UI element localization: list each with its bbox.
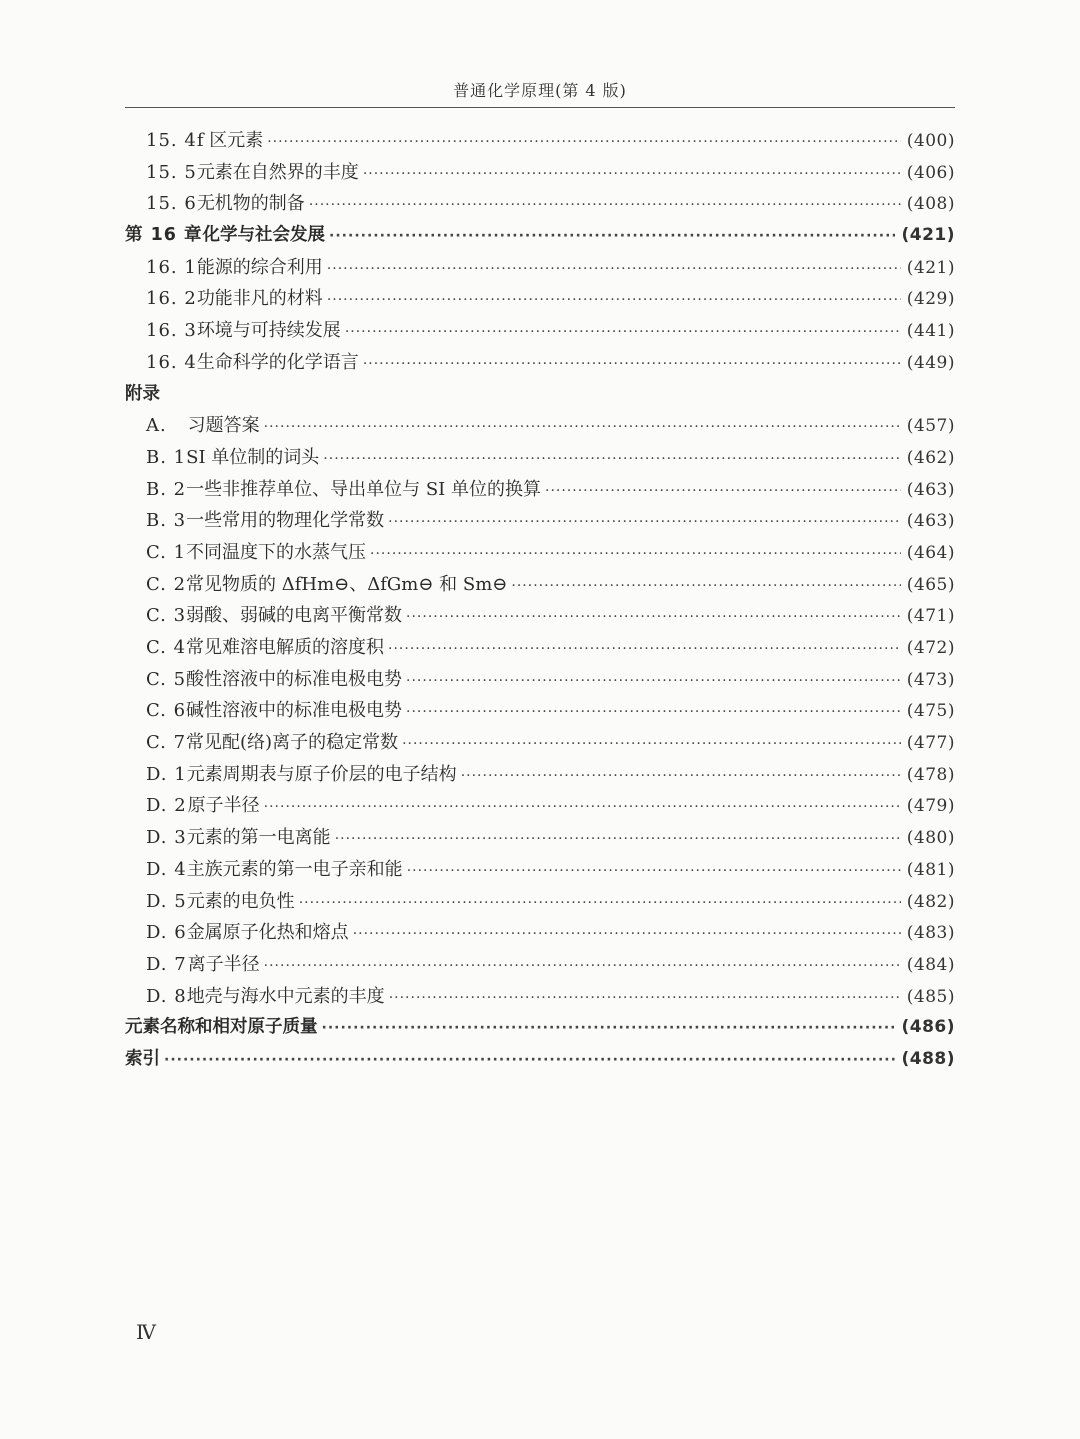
dot-leader (389, 990, 901, 1006)
toc-entry-page: (472) (906, 638, 955, 658)
toc-entry-number: D. 6 (146, 922, 187, 944)
toc-entry-page: (421) (901, 225, 955, 246)
toc-entry-number: C. 1 (146, 541, 187, 563)
toc-entry-title: 元素的第一电离能 (186, 827, 331, 849)
toc-entry-page: (463) (906, 511, 955, 532)
toc-entry-title: 一些常用的物理化学常数 (186, 510, 385, 532)
dot-leader (406, 673, 901, 689)
toc-entry-page: (486) (901, 1017, 955, 1038)
dot-leader (309, 197, 901, 213)
toc-entry-page: (482) (906, 891, 955, 912)
toc-entry[interactable] (125, 823, 955, 855)
toc-entry-page: (480) (906, 828, 955, 849)
toc-entry-page: (475) (906, 701, 955, 722)
toc-entry[interactable] (125, 411, 955, 443)
toc-entry-number: 16. 4 (146, 351, 197, 373)
toc-entry[interactable] (125, 158, 955, 190)
toc-entry-page: (406) (906, 162, 955, 183)
toc-entry-page: (485) (906, 986, 955, 1007)
toc-entry[interactable] (125, 570, 955, 602)
dot-leader (264, 419, 901, 435)
toc-entry-page: (465) (906, 574, 955, 595)
toc-entry-title: 常见配(络)离子的稳定常数 (186, 732, 399, 754)
toc-entry-page: (457) (906, 416, 955, 437)
toc-entry[interactable] (125, 887, 955, 919)
toc-entry-title: 元素在自然界的丰度 (196, 161, 359, 183)
toc-entry-number: D. 2 (146, 795, 187, 817)
dot-leader (363, 356, 901, 372)
dot-leader (264, 799, 901, 815)
toc-entry-page: (400) (906, 131, 955, 151)
dot-leader (402, 736, 901, 752)
toc-entry-title: 不同温度下的水蒸气压 (186, 541, 367, 563)
toc-entry[interactable] (125, 316, 955, 348)
dot-leader (363, 166, 901, 182)
toc-entry-number: D. 4 (146, 858, 187, 880)
toc-entry-number: D. 1 (146, 763, 187, 785)
dot-leader (322, 1020, 896, 1036)
toc-entry-number: 16. 2 (146, 288, 197, 310)
toc-entry-number: 16. 3 (146, 320, 197, 342)
toc-entry-number: D. 7 (146, 953, 187, 975)
toc-entry-title: 能源的综合利用 (196, 256, 323, 278)
toc-entry-title: 元素周期表与原子价层的电子结构 (186, 763, 457, 785)
toc-entry-page: (483) (906, 923, 955, 944)
toc-entry[interactable] (125, 189, 955, 221)
toc-entry-title: SI 单位制的词头 (186, 446, 320, 468)
toc-entry-number: 15. 5 (146, 161, 197, 183)
toc-entry-number: D. 8 (146, 985, 187, 1007)
toc-entry-page: (463) (906, 479, 955, 500)
dot-leader (353, 926, 901, 942)
toc-entry[interactable] (125, 443, 955, 475)
toc-entry-title: 主族元素的第一电子亲和能 (186, 858, 403, 880)
dot-leader (388, 514, 901, 530)
toc-entry-page: (471) (906, 606, 955, 627)
toc-entry[interactable] (125, 284, 955, 316)
toc-entry-number: 15. 6 (146, 193, 197, 215)
toc-entry-title: 金属原子化热和熔点 (186, 922, 349, 944)
toc-entry-number: C. 3 (146, 605, 187, 627)
toc-entry[interactable] (125, 348, 955, 380)
toc-entry-title: 碱性溶液中的标准电极电势 (186, 700, 403, 722)
table-of-contents (125, 126, 955, 1077)
toc-entry-page: (481) (906, 859, 955, 880)
toc-entry-title: 弱酸、弱碱的电离平衡常数 (186, 605, 403, 627)
toc-entry[interactable] (125, 950, 955, 982)
toc-entry[interactable] (125, 791, 955, 823)
dot-leader (329, 228, 895, 244)
toc-entry[interactable] (125, 601, 955, 633)
toc-entry-title: 一些非推荐单位、导出单位与 SI 单位的换算 (186, 478, 542, 500)
dot-leader (345, 324, 901, 340)
dot-leader (388, 641, 901, 657)
toc-entry-page: (421) (906, 257, 955, 278)
dot-leader (264, 958, 901, 974)
toc-entry[interactable] (125, 918, 955, 950)
toc-entry-page: (429) (906, 289, 955, 310)
toc-entry-number: C. 5 (146, 668, 187, 690)
dot-leader (164, 1052, 895, 1068)
toc-entry-number: 15. 4 (146, 130, 197, 151)
toc-entry-page: (464) (906, 542, 955, 563)
toc-entry-page: (408) (906, 194, 955, 215)
dot-leader (511, 578, 900, 594)
toc-entry-title: 无机物的制备 (196, 193, 305, 215)
toc-entry[interactable] (125, 1013, 955, 1045)
toc-entry-title: 常见物质的 ΔfHm⊖、ΔfGm⊖ 和 Sm⊖ (186, 573, 508, 595)
toc-entry-title: 化学与社会发展 (202, 225, 326, 246)
toc-entry-number: D. 3 (146, 827, 187, 849)
toc-entry-title: 附录 (125, 383, 160, 404)
toc-entry-number: D. 5 (146, 890, 187, 912)
dot-leader (370, 546, 901, 562)
toc-entry-page: (473) (906, 669, 955, 690)
dot-leader (267, 134, 901, 150)
toc-entry-number: B. 1 (146, 446, 187, 468)
toc-entry-number: B. 2 (146, 478, 187, 500)
dot-leader (327, 261, 901, 277)
toc-entry-page: (441) (906, 321, 955, 342)
toc-entry[interactable] (125, 253, 955, 285)
toc-entry-page: (484) (906, 954, 955, 975)
toc-entry-title: 习题答案 (187, 415, 260, 437)
toc-entry-page: (462) (906, 447, 955, 468)
toc-entry-number: A. (146, 415, 167, 437)
dot-leader (407, 863, 901, 879)
toc-entry[interactable] (125, 665, 955, 697)
toc-entry-page: (479) (906, 796, 955, 817)
toc-entry-number: C. 4 (146, 637, 187, 658)
toc-entry-number: B. 3 (146, 510, 187, 532)
toc-entry-number: C. 7 (146, 732, 187, 754)
toc-entry-page: (478) (906, 764, 955, 785)
toc-entry[interactable] (125, 760, 955, 792)
toc-entry[interactable] (125, 855, 955, 887)
dot-leader (299, 895, 901, 911)
toc-entry[interactable] (125, 475, 955, 507)
toc-entry[interactable] (125, 538, 955, 570)
toc-entry-title: 酸性溶液中的标准电极电势 (186, 668, 403, 690)
toc-entry-number: C. 2 (146, 573, 187, 595)
toc-entry-title: 功能非凡的材料 (196, 288, 323, 310)
toc-entry-page: (449) (906, 352, 955, 373)
toc-entry[interactable] (125, 982, 955, 1014)
toc-entry-title: f 区元素 (196, 130, 264, 151)
toc-entry-title: 元素名称和相对原子质量 (125, 1017, 318, 1038)
toc-entry-number: C. 6 (146, 700, 187, 722)
dot-leader (335, 831, 901, 847)
running-header: 普通化学原理(第 4 版) (453, 81, 627, 100)
toc-entry[interactable] (125, 126, 955, 158)
toc-entry-title: 原子半径 (187, 795, 260, 817)
toc-entry[interactable] (125, 506, 955, 538)
toc-entry[interactable] (125, 696, 955, 728)
toc-entry-number: 16. 1 (146, 256, 197, 278)
toc-entry[interactable] (125, 221, 955, 253)
toc-entry-title: 常见难溶电解质的溶度积 (186, 637, 385, 658)
toc-entry-number: 第 16 章 (125, 225, 203, 246)
header-rule (125, 107, 955, 108)
dot-leader (327, 292, 901, 308)
toc-entry[interactable] (125, 728, 955, 760)
toc-entry-page: (477) (906, 733, 955, 754)
toc-entry-title: 环境与可持续发展 (196, 320, 341, 342)
dot-leader (323, 451, 900, 467)
toc-entry[interactable] (125, 380, 955, 412)
toc-entry-title: 索引 (125, 1048, 160, 1069)
dot-leader (461, 768, 901, 784)
dot-leader (545, 483, 901, 499)
toc-entry-page: (488) (901, 1048, 955, 1069)
toc-entry-title: 生命科学的化学语言 (196, 351, 359, 373)
toc-entry-title: 地壳与海水中元素的丰度 (186, 985, 385, 1007)
toc-entry[interactable] (125, 1045, 955, 1077)
toc-entry[interactable] (125, 633, 955, 665)
toc-entry-title: 离子半径 (187, 953, 260, 975)
dot-leader (406, 704, 901, 720)
page-number: Ⅳ (136, 1320, 156, 1344)
toc-entry-title: 元素的电负性 (186, 890, 295, 912)
dot-leader (406, 609, 901, 625)
